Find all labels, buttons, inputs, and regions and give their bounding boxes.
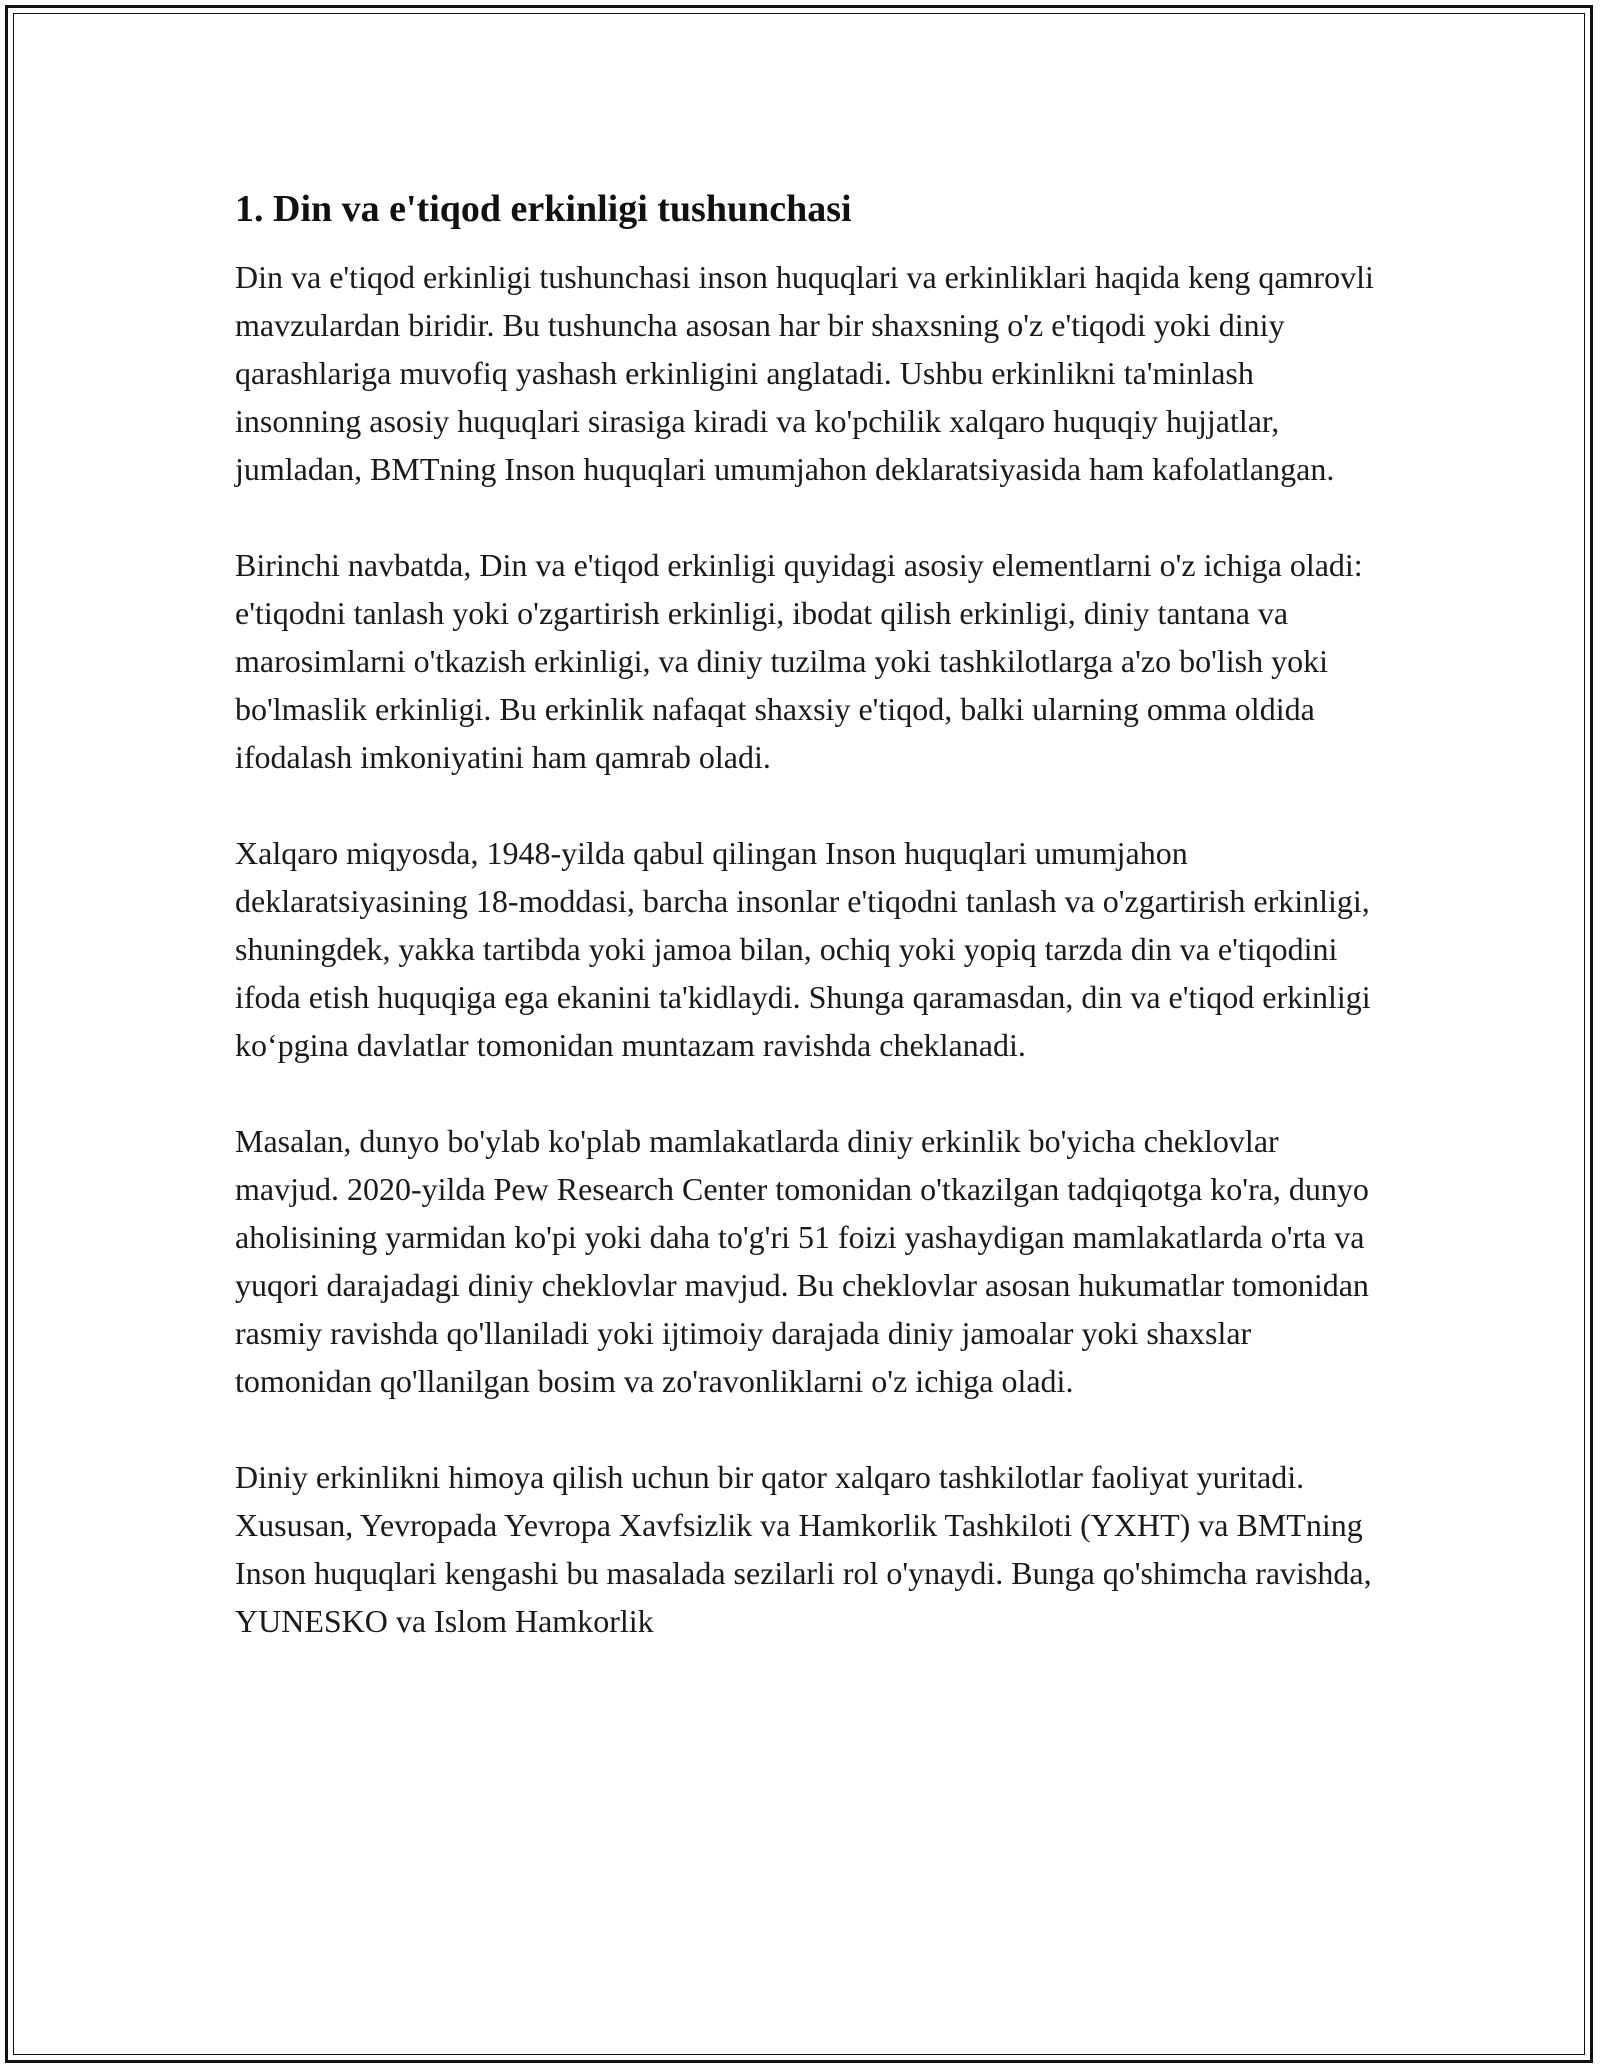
paragraph-5: Diniy erkinlikni himoya qilish uchun bir qator xalqaro tashkilotlar faoliyat yuritadi. Xususan, Yevropada Yevropa Xavfsizlik va Hamkorlik Tashkiloti (YXHT) va BMTning Inson huquqlari kengashi bu masalada sezilarli rol o'ynaydi. Bunga qo'shimcha ravishda, YUNESKO va Islom Hamkorlik (235, 1459, 1372, 1639)
paragraph-2: Birinchi navbatda, Din va e'tiqod erkinligi quyidagi asosiy elementlarni o'z ichiga oladi: e'tiqodni tanlash yoki o'zgartirish erkinligi, ibodat qilish erkinligi, diniy tantana va marosimlarni o'tkazish erkinligi, va diniy tuzilma yoki tashkilotlarga a'zo bo'lish yoki bo'lmaslik erkinligi. Bu erkinlik nafaqat shaxsiy e'tiqod, balki ularning omma oldida ifodalash imkoniyatini ham qamrab oladi. (235, 547, 1363, 775)
document-body (235, 185, 1375, 1693)
section-heading: 1. Din va e'tiqod erkinligi tushunchasi (235, 188, 852, 230)
paragraph-1: Din va e'tiqod erkinligi tushunchasi inson huquqlari va erkinliklari haqida keng qamrovli mavzulardan biridir. Bu tushuncha asosan har bir shaxsning o'z e'tiqodi yoki diniy qarashlariga muvofiq yashash erkinligini anglatadi. Ushbu erkinlikni ta'minlash insonning asosiy huquqlari sirasiga kiradi va ko'pchilik xalqaro huquqiy hujjatlar, jumladan, BMTning Inson huquqlari umumjahon deklaratsiyasida ham kafolatlangan. (235, 259, 1374, 487)
paragraph-4: Masalan, dunyo bo'ylab ko'plab mamlakatlarda diniy erkinlik bo'yicha cheklovlar mavjud. 2020-yilda Pew Research Center tomonidan o'tkazilgan tadqiqotga ko'ra, dunyo aholisining yarmidan ko'pi yoki daha to'g'ri 51 foizi yashaydigan mamlakatlarda o'rta va yuqori darajadagi diniy cheklovlar mavjud. Bu cheklovlar asosan hukumatlar tomonidan rasmiy ravishda qo'llaniladi yoki ijtimoiy darajada diniy jamoalar yoki shaxslar tomonidan qo'llanilgan bosim va zo'ravonliklarni o'z ichiga oladi. (235, 1123, 1369, 1399)
paragraph-3: Xalqaro miqyosda, 1948-yilda qabul qilingan Inson huquqlari umumjahon deklaratsiyasining 18-moddasi, barcha insonlar e'tiqodni tanlash va o'zgartirish erkinligi, shuningdek, yakka tartibda yoki jamoa bilan, ochiq yoki yopiq tarzda din va e'tiqodini ifoda etish huquqiga ega ekanini ta'kidlaydi. Shunga qaramasdan, din va e'tiqod erkinligi ko‘pgina davlatlar tomonidan muntazam ravishda cheklanadi. (235, 835, 1371, 1063)
